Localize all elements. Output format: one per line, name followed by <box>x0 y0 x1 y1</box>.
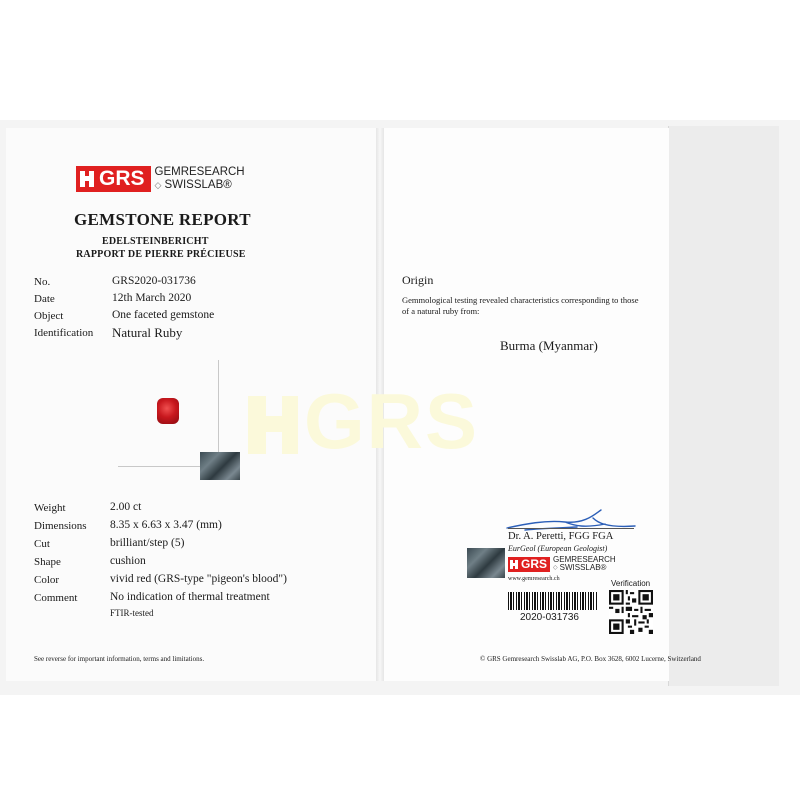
grs-logo <box>76 166 245 192</box>
ruby-photo <box>157 398 179 424</box>
verification-label: Verification <box>611 579 651 588</box>
field-label: Weight <box>34 502 66 514</box>
logo-line1: GEMRESEARCH <box>553 555 616 564</box>
grs-logo-small <box>508 556 616 572</box>
website-text: www.gemresearch.ch <box>508 576 560 582</box>
field-label: Dimensions <box>34 520 87 532</box>
watermark-logo-icon <box>248 396 298 454</box>
signature-line <box>508 528 634 529</box>
logo-mark-text: GRS <box>99 167 145 190</box>
field-value-color: vivid red (GRS-type "pigeon's blood") <box>110 573 287 585</box>
field-value-dimensions: 8.35 x 6.63 x 3.47 (mm) <box>110 519 222 531</box>
origin-heading: Origin <box>402 273 434 287</box>
field-label: Color <box>34 574 60 586</box>
field-label: Date <box>34 293 55 305</box>
security-hologram <box>200 452 240 480</box>
field-value-number: GRS2020-031736 <box>112 275 196 287</box>
field-value-shape: cushion <box>110 555 146 567</box>
grs-logo-mark <box>76 166 151 192</box>
grs-watermark <box>248 376 479 467</box>
barcode <box>508 592 598 610</box>
verification-qr-icon <box>609 590 653 634</box>
barcode-number: 2020-031736 <box>520 612 579 623</box>
logo-line2: SWISSLAB® <box>559 563 607 572</box>
logo-line1: GEMRESEARCH <box>154 166 245 178</box>
signatory-name: Dr. A. Peretti, FGG FGA <box>508 531 614 542</box>
report-title: GEMSTONE REPORT <box>74 210 251 229</box>
field-label: No. <box>34 276 51 288</box>
origin-text-line1: Gemmological testing revealed characteristics corresponding to those <box>402 295 639 305</box>
footer-left-note: See reverse for important information, terms and limitations. <box>34 655 205 663</box>
field-value-cut: brilliant/step (5) <box>110 537 185 549</box>
report-back-page <box>668 126 779 686</box>
field-value-object: One faceted gemstone <box>112 309 215 321</box>
watermark-text: GRS <box>304 377 480 465</box>
field-value-identification: Natural Ruby <box>112 325 183 340</box>
field-label: Object <box>34 310 64 322</box>
grs-logo-mark <box>508 557 550 572</box>
grs-cross-icon <box>80 171 94 187</box>
field-label: Comment <box>34 592 78 604</box>
field-label: Shape <box>34 556 61 568</box>
logo-line2: SWISSLAB® <box>164 178 232 191</box>
logo-mark-text: GRS <box>521 557 548 571</box>
diamond-icon: ◇ <box>154 179 162 190</box>
grs-cross-icon <box>510 560 518 569</box>
field-value-date: 12th March 2020 <box>112 292 192 304</box>
report-subtitle-fr: RAPPORT DE PIERRE PRÉCIEUSE <box>76 249 246 260</box>
origin-value: Burma (Myanmar) <box>500 338 598 353</box>
field-value-weight: 2.00 ct <box>110 501 142 513</box>
comment-note: FTIR-tested <box>110 608 154 618</box>
security-hologram <box>467 548 505 578</box>
report-subtitle-de: EDELSTEINBERICHT <box>102 236 209 247</box>
footer-right-copyright: © GRS Gemresearch Swisslab AG, P.O. Box 3628, 6002 Lucerne, Switzerland <box>480 655 701 663</box>
field-value-comment: No indication of thermal treatment <box>110 591 270 603</box>
origin-text-line2: of a natural ruby from: <box>402 306 480 316</box>
diamond-icon: ◇ <box>553 565 558 571</box>
field-label: Identification <box>34 327 94 339</box>
field-label: Cut <box>34 538 50 550</box>
signatory-title: EurGeol (European Geologist) <box>508 544 608 553</box>
